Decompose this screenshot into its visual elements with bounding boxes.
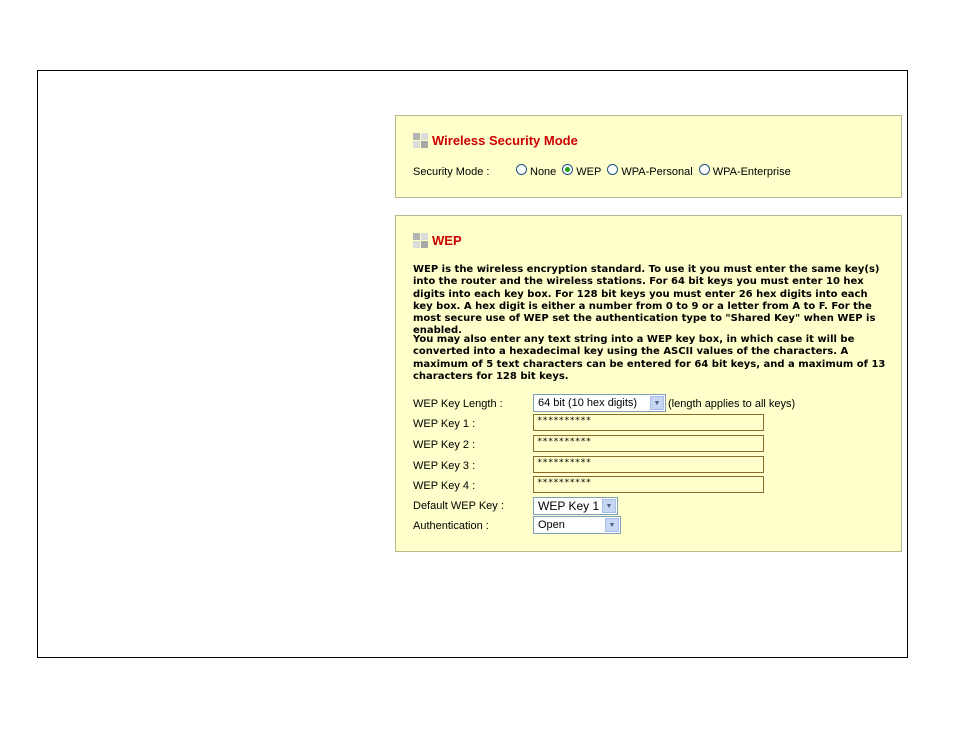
- security-mode-radio-group: [516, 164, 797, 178]
- wep-key-4-input[interactable]: **********: [533, 476, 764, 493]
- security-mode-heading: [413, 133, 578, 148]
- wep-panel: [395, 215, 902, 552]
- chevron-down-icon[interactable]: ▼: [650, 396, 664, 410]
- wep-key-4-label: WEP Key 4 :: [413, 480, 476, 492]
- wep-key-1-input[interactable]: **********: [533, 414, 764, 431]
- wep-key-length-note: (length applies to all keys): [668, 398, 796, 410]
- section-icon: [413, 133, 428, 148]
- wep-key-length-select[interactable]: [533, 394, 666, 412]
- wep-key-2-input[interactable]: **********: [533, 435, 764, 452]
- security-mode-option-wpa-enterprise[interactable]: WPA-Enterprise: [699, 164, 791, 178]
- radio-none[interactable]: [516, 164, 527, 175]
- chevron-down-icon[interactable]: ▼: [602, 499, 616, 513]
- wep-description-2: You may also enter any text string into a WEP key box, in which case it will be converted into a hexadecimal key using the ASCII values of the characters. A maximum of 5 text characters can be entered for 64 bit keys, and a maximum of 13 characters for 128 bit keys.: [413, 334, 886, 382]
- wep-key-length-label: WEP Key Length :: [413, 398, 503, 410]
- security-mode-option-wpa-personal[interactable]: WPA-Personal: [607, 164, 692, 178]
- radio-wep[interactable]: [562, 164, 573, 175]
- default-wep-key-value: WEP Key 1: [538, 499, 600, 513]
- chevron-down-icon[interactable]: ▼: [605, 518, 619, 532]
- security-mode-panel: [395, 115, 902, 198]
- authentication-select[interactable]: [533, 516, 621, 534]
- radio-wpa-enterprise[interactable]: [699, 164, 710, 175]
- default-wep-key-select[interactable]: [533, 497, 618, 515]
- wep-key-2-label: WEP Key 2 :: [413, 439, 476, 451]
- radio-wpa-personal[interactable]: [607, 164, 618, 175]
- security-mode-title: Wireless Security Mode: [432, 133, 578, 148]
- wep-description-1: WEP is the wireless encryption standard. To use it you must enter the same key(s) into the router and the wireless stations. For 64 bit keys you must enter 10 hex digits into each key box. For 128 bit keys you must enter 26 hex digits into each key box. A hex digit is either a number from 0 to 9 or a letter from A to F. For the most secure use of WEP set the authentication type to "Shared Key" when WEP is enabled.: [413, 264, 880, 337]
- security-mode-option-wep[interactable]: WEP: [562, 164, 601, 178]
- wep-heading: [413, 233, 462, 248]
- wep-key-3-input[interactable]: **********: [533, 456, 764, 473]
- authentication-label: Authentication :: [413, 520, 489, 532]
- security-mode-label: Security Mode :: [413, 166, 490, 178]
- section-icon: [413, 233, 428, 248]
- wep-key-3-label: WEP Key 3 :: [413, 460, 476, 472]
- authentication-value: Open: [538, 519, 565, 531]
- security-mode-option-none[interactable]: None: [516, 164, 556, 178]
- wep-title: WEP: [432, 233, 462, 248]
- wep-key-1-label: WEP Key 1 :: [413, 418, 476, 430]
- default-wep-key-label: Default WEP Key :: [413, 500, 504, 512]
- wep-key-length-value: 64 bit (10 hex digits): [538, 397, 638, 409]
